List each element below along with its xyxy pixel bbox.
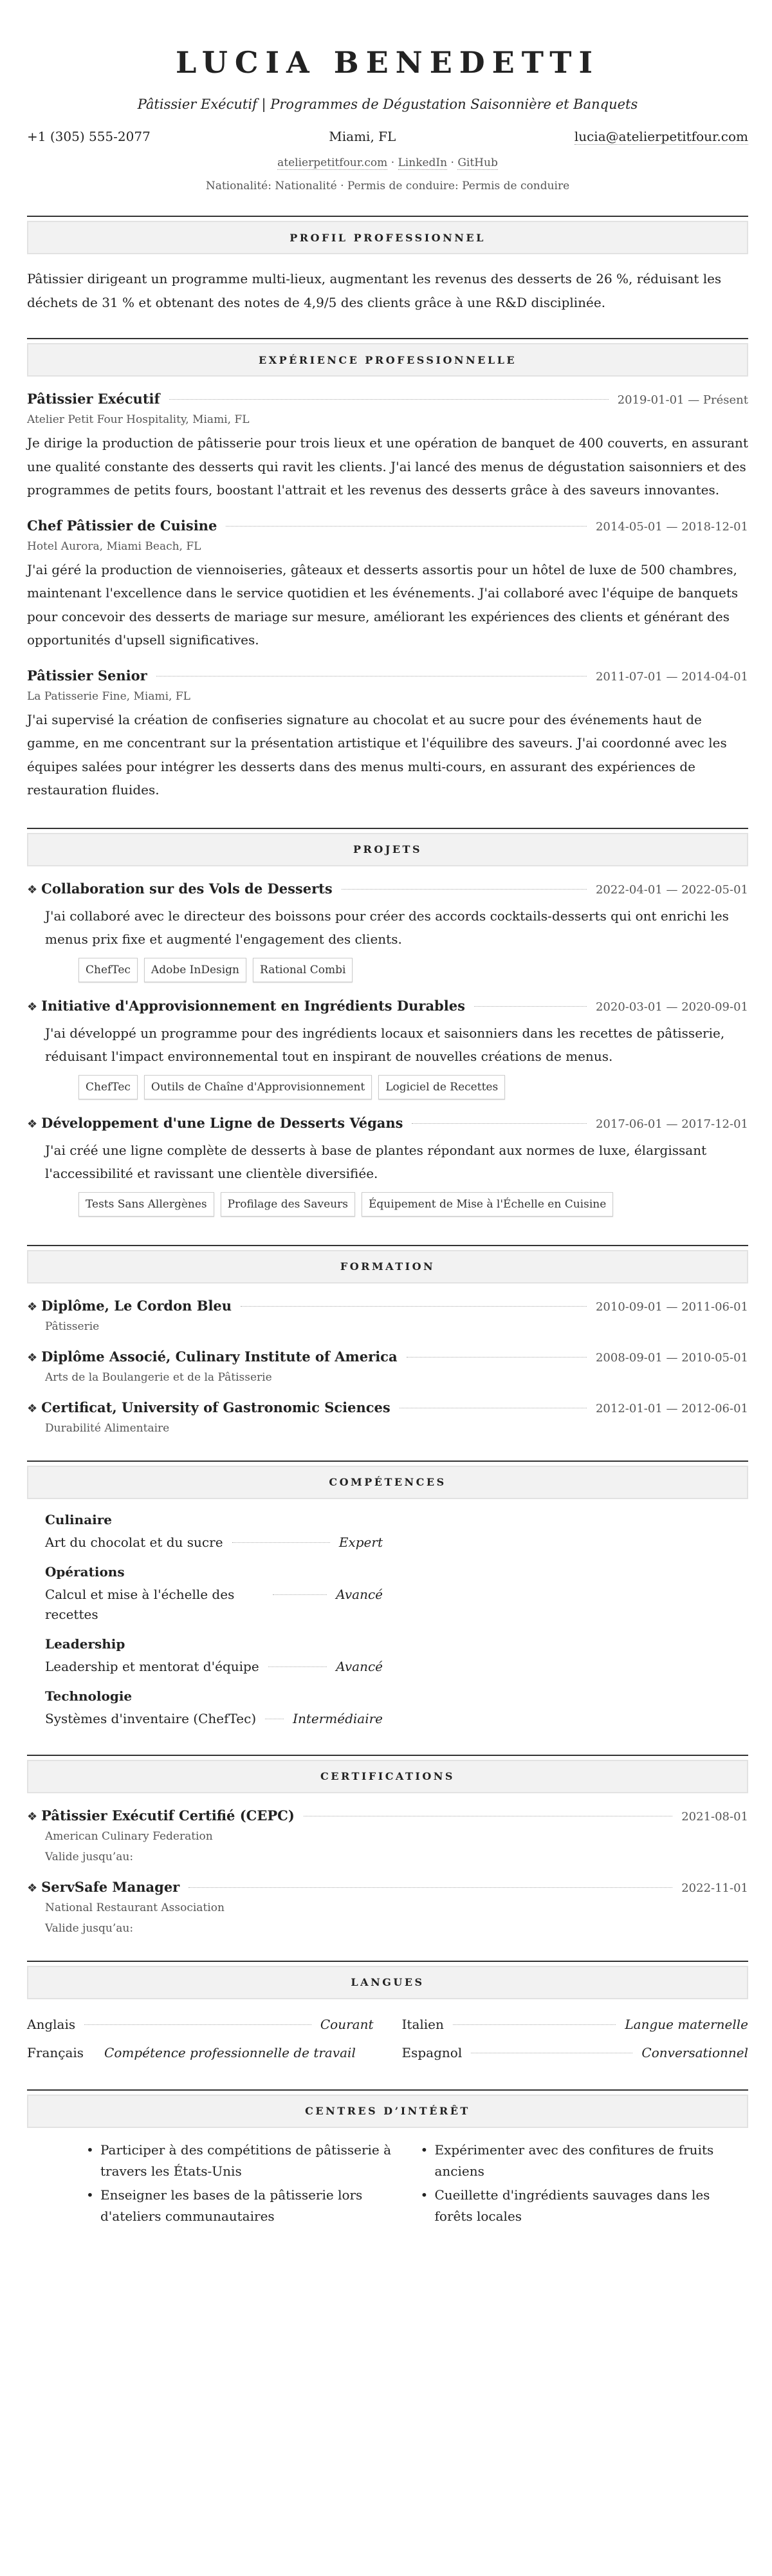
dotted-leader [169, 399, 609, 400]
language-name: Espagnol [401, 2044, 463, 2060]
summary-text: Pâtissier dirigeant un programme multi-lieux, augmentant les revenus des desserts de 26 %, réduisant les déchets de 31 % et obtenant des notes de 4,9/5 des clients grâce à une R&D disciplinée. [27, 271, 722, 310]
entry-title: Diplôme Associé, Culinary Institute of America [41, 1348, 398, 1365]
language-level: Langue maternelle [625, 2016, 748, 2032]
language-level: Courant [320, 2016, 374, 2032]
language-name: Anglais [27, 2016, 76, 2032]
project-entry [27, 1115, 748, 1217]
entry-title: Diplôme, Le Cordon Bleu [41, 1297, 232, 1314]
tag: ChefTec [78, 1075, 138, 1099]
language-name: Italien [401, 2016, 444, 2032]
section-heading: PROFIL PROFESSIONNEL [27, 221, 748, 254]
entry-dates: 2022-04-01 — 2022-05-01 [595, 882, 748, 897]
experience-entry [27, 667, 748, 802]
dotted-leader [241, 1306, 587, 1307]
skill-category: Technologie [45, 1688, 133, 1704]
section-heading: COMPÉTENCES [27, 1466, 748, 1499]
entry-header-row [27, 391, 748, 407]
tag-list [78, 1192, 748, 1217]
entry-header-row [27, 1399, 748, 1415]
dotted-leader [407, 1357, 587, 1358]
skill-level: Avancé [336, 1658, 383, 1674]
section-heading: PROJETS [27, 833, 748, 866]
tag: Équipement de Mise à l'Échelle en Cuisine [362, 1192, 613, 1217]
interest-item: • Participer à des compétitions de pâtisserie à travers les États-Unis [86, 2140, 414, 2182]
entry-dates: 2012-01-01 — 2012-06-01 [595, 1401, 748, 1415]
entry-title: Pâtissier Exécutif Certifié (CEPC) [41, 1807, 295, 1824]
valid-until: Valide jusqu’au: [45, 1921, 134, 1935]
tag: Adobe InDesign [144, 958, 246, 982]
interest-item: • Enseigner les bases de la pâtisserie lors d'ateliers communautaires [86, 2185, 414, 2227]
project-entry [27, 998, 748, 1099]
skill-name: Art du chocolat et du sucre [45, 1534, 223, 1550]
candidate-name: LUCIA BENEDETTI [175, 45, 600, 80]
entry-header-row [27, 1349, 748, 1365]
skill-name: Calcul et mise à l'échelle des recettes [45, 1586, 235, 1622]
skill-row [45, 1657, 383, 1677]
description: J'ai développé un programme pour des ingrédients locaux et saisonniers dans les recettes de pâtisserie, réduisant l'impact environnemental tout en inspirant de nouvelles créations de menus. [45, 1025, 725, 1064]
contact-row [27, 129, 748, 145]
dotted-leader [342, 889, 587, 890]
education-entry [27, 1349, 748, 1384]
section-education [27, 1245, 748, 1435]
diamond-bullet-icon: ❖ [27, 1350, 38, 1365]
skill-category: Opérations [45, 1563, 125, 1580]
field-of-study: Pâtisserie [45, 1320, 100, 1333]
entry-header-row [27, 998, 748, 1014]
interests-column [86, 2140, 414, 2230]
diamond-bullet-icon: ❖ [27, 1809, 38, 1824]
diamond-bullet-icon: ❖ [27, 882, 38, 897]
entry-dates: 2020-03-01 — 2020-09-01 [595, 1000, 748, 1014]
location: Miami, FL [329, 129, 396, 144]
description: J'ai supervisé la création de confiseries signature au chocolat et au sucre pour des événements haut de gamme, en me concentrant sur la présentation artistique et l'équilibre des saveurs. J'ai coordonné avec les équipes salées pour intégrer les desserts dans des menus multi-cours, en assurant des expériences de restauration fluides. [27, 711, 727, 798]
diamond-bullet-icon: ❖ [27, 1000, 38, 1014]
dotted-leader [268, 1666, 327, 1667]
dotted-leader [232, 1542, 330, 1543]
section-interests [27, 2089, 748, 2230]
language-level: Compétence professionnelle de travail [104, 2044, 356, 2060]
entry-title: Pâtissier Exécutif [27, 391, 160, 407]
entry-header-row [27, 518, 748, 534]
entry-title: Pâtissier Senior [27, 667, 147, 684]
skill-row [45, 1533, 383, 1553]
dotted-leader [156, 676, 587, 677]
entry-header-row [27, 881, 748, 897]
language-row [27, 2042, 374, 2064]
section-heading: LANGUES [27, 1966, 748, 1999]
company: Hotel Aurora, Miami Beach, FL [27, 539, 201, 553]
entry-dates: 2021-08-01 [681, 1809, 748, 1824]
tag: Profilage des Saveurs [221, 1192, 355, 1217]
section-heading: CERTIFICATIONS [27, 1760, 748, 1793]
skill-row [45, 1709, 383, 1729]
field-of-study: Arts de la Boulangerie et de la Pâtisserie [45, 1370, 272, 1384]
description: Je dirige la production de pâtisserie pour trois lieux et une opération de banquet de 400 couverts, en assurant une qualité constante des desserts qui ravit les clients. J'ai lancé des menus de dégustation saisonniers et des programmes de petits fours, boostant l'attrait et les revenus des desserts grâce à des saveurs innovantes. [27, 435, 748, 498]
entry-header-row [27, 1807, 748, 1824]
certification-entry [27, 1879, 748, 1935]
entry-title: Collaboration sur des Vols de Desserts [41, 880, 333, 897]
skill-level: Intermédiaire [293, 1710, 383, 1726]
entry-title: Initiative d'Approvisionnement en Ingrédients Durables [41, 997, 465, 1014]
interest-item: • Cueillette d'ingrédients sauvages dans les forêts locales [421, 2185, 749, 2227]
dotted-leader [453, 2024, 616, 2025]
section-heading: FORMATION [27, 1250, 748, 1283]
skill-name: Leadership et mentorat d'équipe [45, 1658, 259, 1674]
tag-list [78, 958, 748, 982]
entry-dates: 2019-01-01 — Présent [617, 393, 748, 407]
interests-column [421, 2140, 749, 2230]
email-link[interactable]: lucia@atelierpetitfour.com [574, 129, 748, 144]
language-level: Conversationnel [641, 2044, 748, 2060]
valid-until: Valide jusqu’au: [45, 1850, 134, 1863]
entry-dates: 2014-05-01 — 2018-12-01 [595, 519, 748, 534]
entry-title: Chef Pâtissier de Cuisine [27, 517, 217, 534]
experience-entry [27, 518, 748, 652]
issuer: American Culinary Federation [45, 1829, 213, 1843]
dotted-leader [273, 1594, 327, 1595]
experience-entry [27, 391, 748, 502]
section-heading: EXPÉRIENCE PROFESSIONNELLE [27, 343, 748, 377]
entry-title: Certificat, University of Gastronomic Sciences [41, 1399, 391, 1415]
issuer: National Restaurant Association [45, 1901, 225, 1914]
entry-header-row [27, 1115, 748, 1131]
section-languages [27, 1961, 748, 2064]
nationality-line: Nationalité: Nationalité · Permis de conduire: Permis de conduire [205, 180, 570, 192]
section-projects [27, 828, 748, 1217]
entry-dates: 2022-11-01 [681, 1881, 748, 1895]
entry-title: ServSafe Manager [41, 1878, 180, 1895]
phone: +1 (305) 555-2077 [27, 129, 151, 144]
entry-title: Développement d'une Ligne de Desserts Végans [41, 1114, 403, 1131]
company: Atelier Petit Four Hospitality, Miami, FL [27, 413, 250, 426]
tag: Logiciel de Recettes [378, 1075, 505, 1099]
diamond-bullet-icon: ❖ [27, 1300, 38, 1314]
section-skills [27, 1461, 748, 1729]
tag: ChefTec [78, 958, 138, 982]
separator: · [447, 156, 458, 169]
section-certifications [27, 1755, 748, 1935]
entry-header-row [27, 1879, 748, 1895]
entry-dates: 2017-06-01 — 2017-12-01 [595, 1117, 748, 1131]
links-row [27, 156, 748, 169]
skill-row [45, 1585, 383, 1625]
education-entry [27, 1298, 748, 1333]
separator: · [387, 156, 398, 169]
language-row [402, 2042, 749, 2064]
education-entry [27, 1399, 748, 1435]
language-row [402, 2013, 749, 2035]
skill-level: Expert [338, 1534, 383, 1550]
company: La Patisserie Fine, Miami, FL [27, 689, 190, 703]
skill-level: Avancé [336, 1586, 383, 1602]
description: J'ai créé une ligne complète de desserts à base de plantes répondant aux normes de luxe, élargissant l'accessibilité et ravissant une clientèle diversifiée. [45, 1142, 707, 1181]
diamond-bullet-icon: ❖ [27, 1881, 38, 1895]
tag: Rational Combi [253, 958, 353, 982]
entry-header-row [27, 667, 748, 684]
dotted-leader [412, 1123, 587, 1124]
skill-category: Leadership [45, 1636, 125, 1652]
skill-category: Culinaire [45, 1511, 113, 1527]
dotted-leader [84, 2024, 311, 2025]
linkedin-link[interactable]: LinkedIn [398, 156, 448, 169]
dotted-leader [226, 526, 587, 527]
certification-entry [27, 1807, 748, 1863]
interest-item: • Expérimenter avec des confitures de fruits anciens [421, 2140, 749, 2182]
dotted-leader [474, 1006, 587, 1007]
dotted-leader [188, 1887, 672, 1888]
description: J'ai collaboré avec le directeur des boissons pour créer des accords cocktails-desserts qui ont enrichi les menus prix fixe et augmenté l'engagement des clients. [45, 908, 729, 947]
entry-header-row [27, 1298, 748, 1314]
entry-dates: 2011-07-01 — 2014-04-01 [595, 669, 748, 684]
section-heading: CENTRES D’INTÉRÊT [27, 2095, 748, 2128]
skill-name: Systèmes d'inventaire (ChefTec) [45, 1710, 257, 1726]
website-link[interactable]: atelierpetitfour.com [277, 156, 388, 169]
language-name: Français [27, 2044, 84, 2060]
section-summary [27, 216, 748, 315]
language-row [27, 2013, 374, 2035]
project-entry [27, 881, 748, 982]
headline: Pâtissier Exécutif | Programmes de Dégustation Saisonnière et Banquets [137, 97, 638, 112]
tag: Outils de Chaîne d'Approvisionnement [144, 1075, 372, 1099]
section-experience [27, 338, 748, 802]
tag-list [78, 1075, 748, 1099]
entry-dates: 2008-09-01 — 2010-05-01 [595, 1350, 748, 1365]
entry-dates: 2010-09-01 — 2011-06-01 [595, 1300, 748, 1314]
field-of-study: Durabilité Alimentaire [45, 1421, 170, 1435]
diamond-bullet-icon: ❖ [27, 1117, 38, 1131]
tag: Tests Sans Allergènes [78, 1192, 214, 1217]
diamond-bullet-icon: ❖ [27, 1401, 38, 1415]
github-link[interactable]: GitHub [457, 156, 498, 169]
description: J'ai géré la production de viennoiseries, gâteaux et desserts assortis pour un hôtel de luxe de 500 chambres, maintenant l'excellence dans le service quotidien et les événements. J'ai collaboré avec l'équipe de banquets pour concevoir des desserts de mariage sur mesure, améliorant les expériences des clients et générant des opportunités d'upsell significatives. [27, 561, 739, 648]
